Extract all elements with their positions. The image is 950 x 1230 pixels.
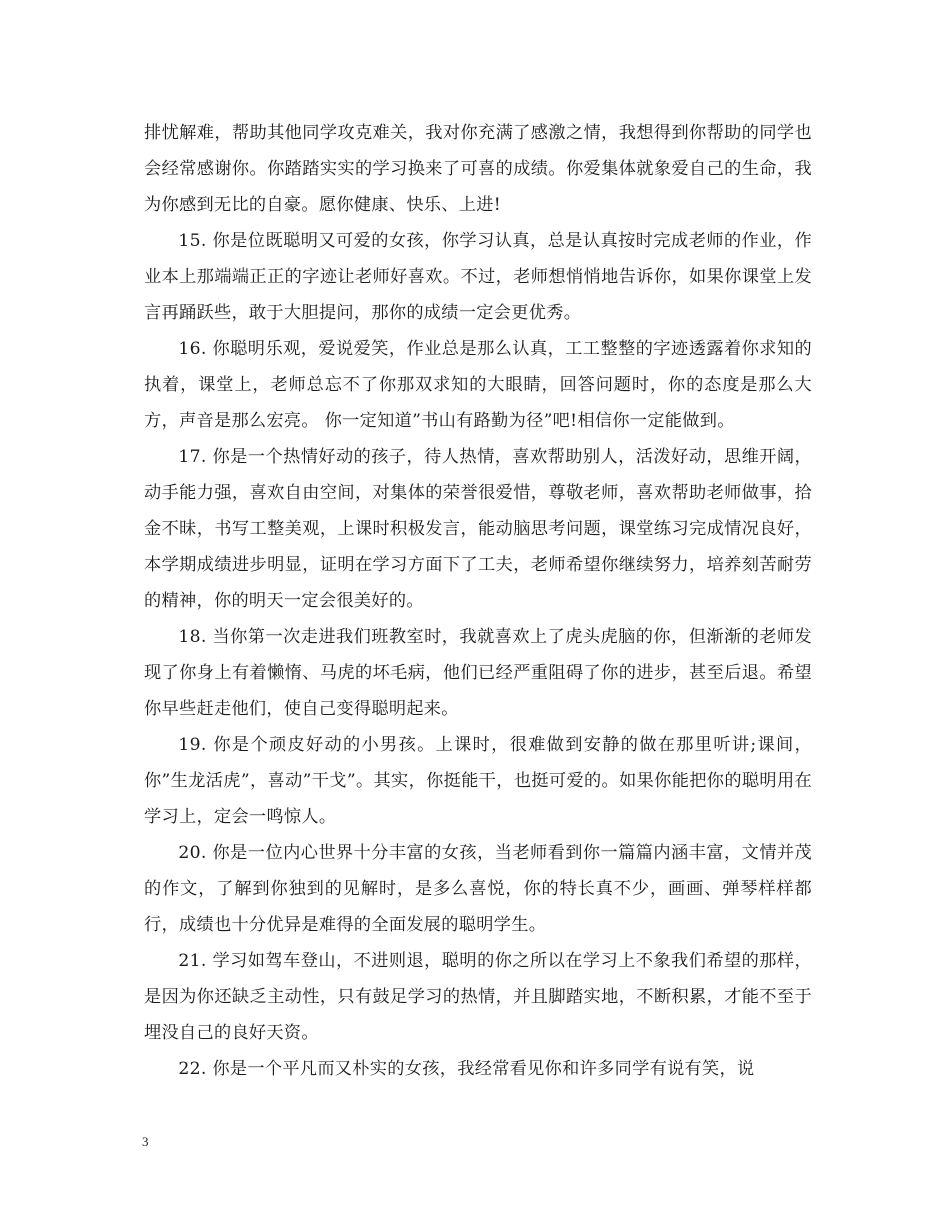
document-body — [144, 115, 812, 1087]
paragraph-item-17: 17. 你是一个热情好动的孩子，待人热情，喜欢帮助别人，活泼好动，思维开阔，动手能力强，喜欢自由空间，对集体的荣誉很爱惜，尊敬老师，喜欢帮助老师做事，拾金不昧，书写工整美观，上课时积极发言，能动脑思考问题，课堂练习完成情况良好，本学期成绩进步明显，证明在学习方面下了工夫，老师希望你继续努力，培养刻苦耐劳的精神，你的明天一定会很美好的。 — [144, 447, 812, 611]
paragraph-item-15: 15. 你是位既聪明又可爱的女孩，你学习认真，总是认真按时完成老师的作业，作业本上那端端正正的字迹让老师好喜欢。不过，老师想悄悄地告诉你，如果你课堂上发言再踊跃些，敢于大胆提问，那你的成绩一定会更优秀。 — [144, 231, 812, 323]
page-number: 3 — [142, 1134, 149, 1149]
paragraph-item-18: 18. 当你第一次走进我们班教室时，我就喜欢上了虎头虎脑的你，但渐渐的老师发现了你身上有着懒惰、马虎的坏毛病，他们已经严重阻碍了你的进步，甚至后退。希望你早些赶走他们，使自己变得聪明起来。 — [144, 627, 812, 719]
paragraph-item-16: 16. 你聪明乐观，爱说爱笑，作业总是那么认真，工工整整的字迹透露着你求知的执着，课堂上，老师总忘不了你那双求知的大眼睛，回答问题时，你的态度是那么大方，声音是那么宏亮。 你一定知道”书山有路勤为径”吧!相信你一定能做到。 — [144, 339, 812, 431]
paragraph-item-21: 21. 学习如驾车登山，不进则退，聪明的你之所以在学习上不象我们希望的那样，是因为你还缺乏主动性，只有鼓足学习的热情，并且脚踏实地，不断积累，才能不至于埋没自己的良好天资。 — [144, 951, 812, 1043]
paragraph-continued: 排忧解难，帮助其他同学攻克难关，我对你充满了感激之情，我想得到你帮助的同学也会经常感谢你。你踏踏实实的学习换来了可喜的成绩。你爱集体就象爱自己的生命，我为你感到无比的自豪。愿你健康、快乐、上进! — [144, 123, 812, 215]
paragraph-item-19: 19. 你是个顽皮好动的小男孩。上课时，很难做到安静的做在那里听讲;课间，你”生龙活虎”，喜动”干戈”。其实，你挺能干，也挺可爱的。如果你能把你的聪明用在学习上，定会一鸣惊人。 — [144, 735, 812, 827]
paragraph-item-22: 22. 你是一个平凡而又朴实的女孩，我经常看见你和许多同学有说有笑，说 — [178, 1059, 755, 1079]
paragraph-item-20: 20. 你是一位内心世界十分丰富的女孩，当老师看到你一篇篇内涵丰富，文情并茂的作文，了解到你独到的见解时，是多么喜悦，你的特长真不少，画画、弹琴样样都行，成绩也十分优异是难得的全面发展的聪明学生。 — [144, 843, 812, 935]
